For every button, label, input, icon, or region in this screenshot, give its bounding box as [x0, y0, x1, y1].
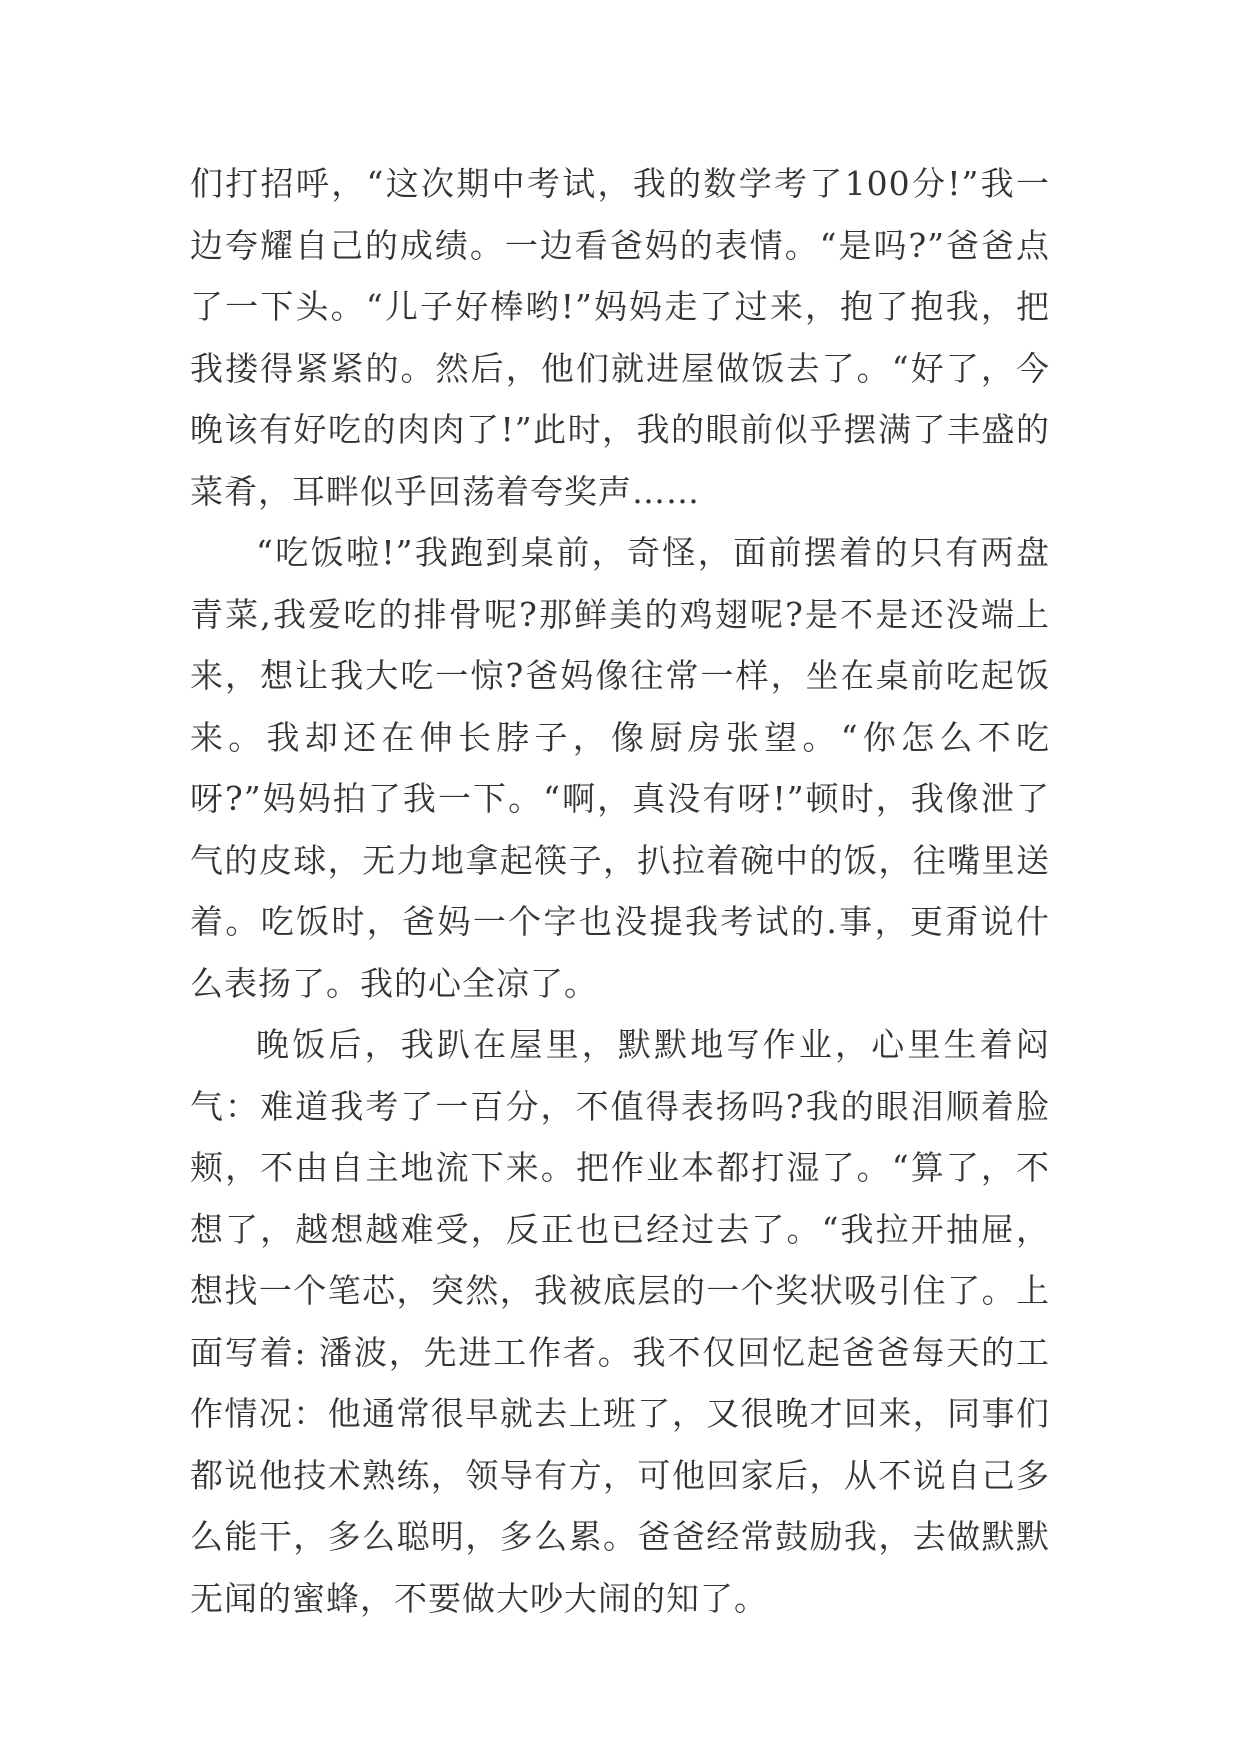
paragraph-2: “吃饭啦!”我跑到桌前，奇怪，面前摆着的只有两盘青菜,我爱吃的排骨呢?那鲜美的鸡翅呢?是不是还没端上来，想让我大吃一惊?爸妈像往常一样，坐在桌前吃起饭来。我却还在伸长脖子，像厨房张望。“你怎么不吃呀?”妈妈拍了我一下。“啊，真没有呀!”顿时，我像泄了气的皮球，无力地拿起筷子，扒拉着碗中的饭，往嘴里送着。吃饭时，爸妈一个字也没提我考试的.事，更甭说什么表扬了。我的心全凉了。: [190, 533, 1050, 1003]
paragraph-3: 晚饭后，我趴在屋里，默默地写作业，心里生着闷气：难道我考了一百分，不值得表扬吗?我的眼泪顺着脸颊，不由自主地流下来。把作业本都打湿了。“算了，不想了，越想越难受，反正也已经过去了。“我拉开抽屉，想找一个笔芯，突然，我被底层的一个奖状吸引住了。上面写着: 潘波，先进工作者。我不仅回忆起爸爸每天的工作情况：他通常很早就去上班了，又很晚才回来，同事们都说他技术熟练，领导有方，可他回家后，从不说自己多么能干，多么聪明，多么累。爸爸经常鼓励我，去做默默无闻的蜜蜂，不要做大吵大闹的知了。: [190, 1025, 1050, 1618]
document-body: [190, 153, 1050, 1629]
paragraph-1: 们打招呼，“这次期中考试，我的数学考了100分!”我一边夸耀自己的成绩。一边看爸妈的表情。“是吗?”爸爸点了一下头。“儿子好棒哟!”妈妈走了过来，抱了抱我，把我搂得紧紧的。然后，他们就进屋做饭去了。“好了，今晚该有好吃的肉肉了!”此时，我的眼前似乎摆满了丰盛的菜肴，耳畔似乎回荡着夸奖声……: [190, 164, 1050, 511]
